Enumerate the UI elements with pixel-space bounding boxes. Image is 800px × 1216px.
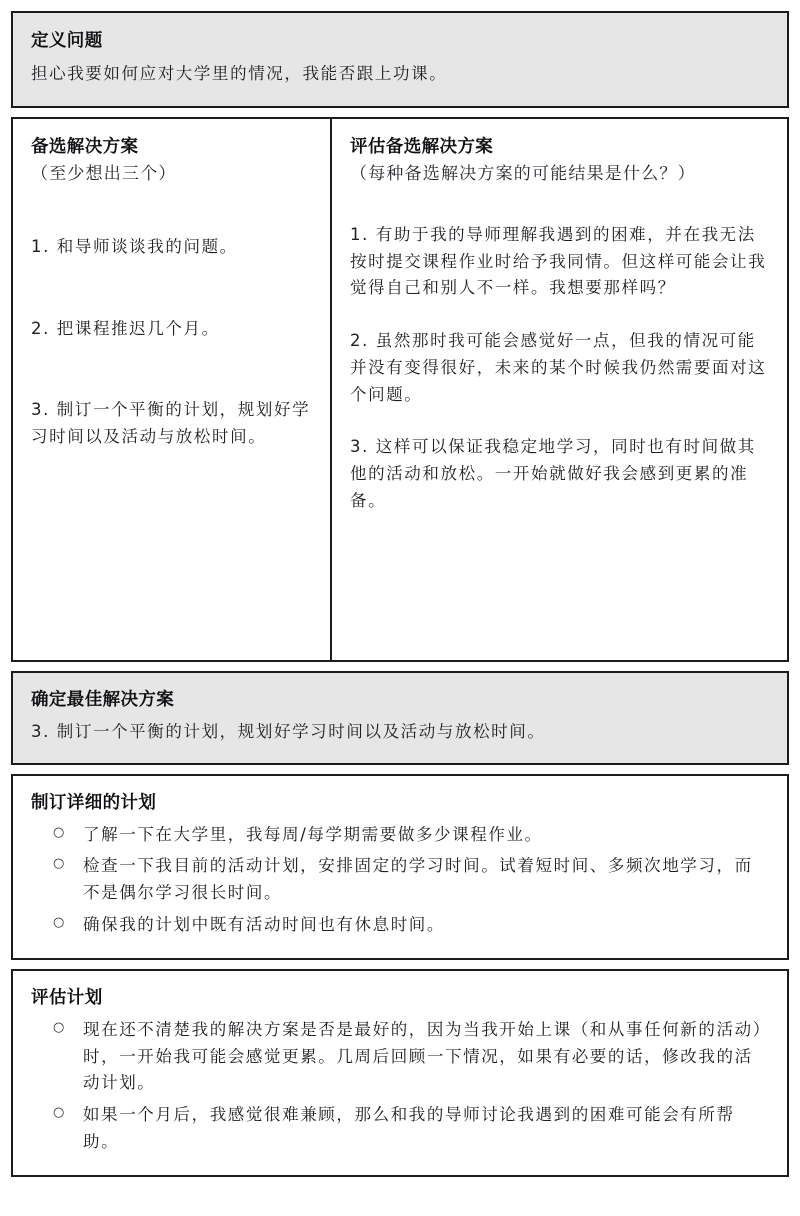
list-item — [31, 1017, 769, 1097]
alternatives-note: （至少想出三个） — [31, 164, 177, 185]
alternatives-section — [11, 117, 789, 662]
circle-bullet-icon: ○ — [53, 824, 66, 840]
spacer — [31, 261, 314, 316]
section-gap — [11, 960, 789, 969]
evaluate-alternatives-note: （每种备选解决方案的可能结果是什么？） — [350, 164, 696, 185]
evaluate-plan-heading: 评估计划 — [31, 988, 103, 1009]
best-solution-heading: 确定最佳解决方案 — [31, 690, 175, 711]
list-item-text: 了解一下在大学里，我每周/每学期需要做多少课程作业。 — [83, 824, 543, 844]
spacer — [350, 302, 771, 328]
spacer — [31, 188, 314, 234]
evaluate-item-3: 3. 这样可以保证我稳定地学习，同时也有时间做其他的活动和放松。一开始就做好我会感到更累的准备。 — [350, 437, 756, 510]
list-item-text: 现在还不清楚我的解决方案是否是最好的，因为当我开始上课（和从事任何新的活动）时，一开始我可能会感觉更累。几周后回顾一下情况，如果有必要的话，修改我的活动计划。 — [83, 1019, 763, 1093]
define-problem-heading: 定义问题 — [31, 31, 103, 51]
list-item — [31, 822, 769, 849]
define-problem-body: 担心我要如何应对大学里的情况，我能否跟上功课。 — [31, 64, 448, 84]
section-gap — [11, 765, 789, 774]
list-item-text: 检查一下我目前的活动计划，安排固定的学习时间。试着短时间、多频次地学习，而不是偶尔学习很长时间。 — [83, 856, 753, 902]
evaluate-item-2: 2. 虽然那时我可能会感觉好一点，但我的情况可能并没有变得很好，未来的某个时候我仍然需要面对这个问题。 — [350, 331, 767, 404]
list-item — [31, 853, 769, 906]
alternative-item-1: 1. 和导师谈谈我的问题。 — [31, 236, 238, 256]
spacer — [350, 188, 771, 222]
evaluate-alternatives-column — [332, 119, 787, 660]
evaluate-plan-section — [11, 969, 789, 1177]
evaluate-plan-list — [31, 1017, 769, 1156]
list-item-text: 如果一个月后，我感觉很难兼顾，那么和我的导师讨论我遇到的困难可能会有所帮助。 — [83, 1104, 735, 1151]
section-gap — [11, 662, 789, 671]
detailed-plan-section — [11, 774, 789, 960]
detailed-plan-heading: 制订详细的计划 — [31, 793, 157, 814]
circle-bullet-icon: ○ — [53, 1019, 66, 1035]
best-solution-body: 3. 制订一个平衡的计划，规划好学习时间以及活动与放松时间。 — [31, 722, 546, 742]
spacer — [350, 408, 771, 434]
detailed-plan-list — [31, 822, 769, 939]
circle-bullet-icon: ○ — [53, 1104, 66, 1120]
circle-bullet-icon: ○ — [53, 914, 66, 930]
section-gap — [11, 108, 789, 117]
evaluate-alternatives-heading: 评估备选解决方案 — [350, 137, 494, 158]
alternatives-column — [13, 119, 332, 660]
best-solution-section — [11, 671, 789, 765]
define-problem-section — [11, 11, 789, 108]
alternative-item-2: 2. 把课程推迟几个月。 — [31, 318, 220, 338]
evaluate-item-1: 1. 有助于我的导师理解我遇到的困难，并在我无法按时提交课程作业时给予我同情。但这样可能会让我觉得自己和别人不一样。我想要那样吗？ — [350, 224, 767, 298]
spacer — [31, 342, 314, 397]
list-item-text: 确保我的计划中既有活动时间也有休息时间。 — [83, 914, 445, 934]
alternative-item-3: 3. 制订一个平衡的计划，规划好学习时间以及活动与放松时间。 — [31, 400, 311, 447]
list-item — [31, 1102, 769, 1155]
list-item — [31, 912, 769, 939]
alternatives-heading: 备选解决方案 — [31, 137, 139, 158]
circle-bullet-icon: ○ — [53, 856, 66, 872]
